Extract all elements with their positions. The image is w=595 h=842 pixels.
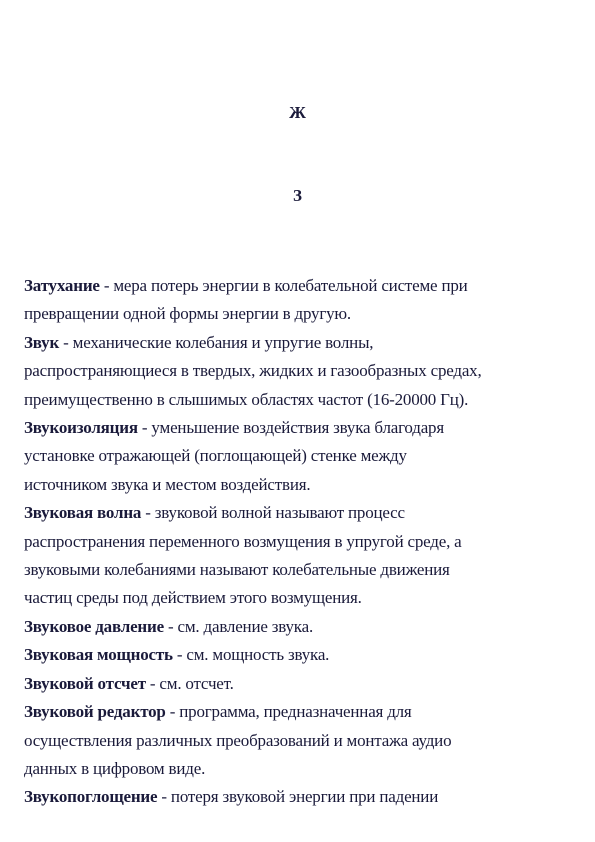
entry-text: - уменьшение воздействия звука благодаря bbox=[137, 418, 444, 438]
glossary-entry-zvukovaya-moshchnost bbox=[24, 641, 576, 669]
glossary-entry-zvukovoe-davlenie bbox=[24, 613, 576, 641]
entry-line bbox=[24, 698, 576, 726]
entry-line bbox=[24, 613, 576, 641]
entry-text: - звуковой волной называют процесс bbox=[141, 503, 405, 523]
glossary-entry-zvuk bbox=[24, 329, 576, 414]
glossary-entry-zvukopogloshchenie bbox=[24, 783, 576, 811]
entry-text: - потеря звуковой энергии при падении bbox=[157, 787, 439, 807]
entry-line bbox=[24, 499, 576, 527]
entry-term: Звуковая волна bbox=[24, 503, 142, 523]
entry-term: Звуковой редактор bbox=[24, 702, 166, 722]
entry-line: распространяющиеся в твердых, жидких и газообразных средах, bbox=[24, 361, 482, 381]
entry-term: Звук bbox=[24, 332, 60, 352]
entry-line: превращении одной формы энергии в другую. bbox=[24, 304, 351, 324]
entry-line bbox=[24, 641, 576, 669]
entry-line: данных в цифровом виде. bbox=[24, 758, 206, 778]
glossary-entry-zvukovaya-volna bbox=[24, 499, 576, 613]
entry-line bbox=[24, 414, 576, 442]
entry-line bbox=[24, 329, 576, 357]
entry-line: звуковыми колебаниями называют колебательные движения bbox=[24, 560, 450, 580]
glossary-entry-zatukhanie bbox=[24, 272, 576, 329]
entry-text: - см. отсчет. bbox=[145, 673, 234, 693]
entry-line: источником звука и местом воздействия. bbox=[24, 474, 311, 494]
entry-line: распространения переменного возмущения в упругой среде, а bbox=[24, 531, 462, 551]
entry-line: установке отражающей (поглощающей) стенке между bbox=[24, 446, 407, 466]
entry-term: Звукоизоляция bbox=[24, 418, 138, 438]
glossary-entry-zvukovoy-redaktor bbox=[24, 698, 576, 783]
section-letter-z: З bbox=[293, 186, 302, 205]
entry-text: - механические колебания и упругие волны, bbox=[59, 332, 374, 352]
entry-term: Звукопоглощение bbox=[24, 787, 158, 807]
entry-term: Затухание bbox=[24, 276, 100, 295]
entry-line: частиц среды под действием этого возмущения. bbox=[24, 588, 362, 608]
entry-line: преимущественно в слышимых областях частот (16-20000 Гц). bbox=[24, 389, 469, 409]
section-letter-zh: Ж bbox=[289, 103, 306, 122]
glossary-entry-zvukoizolyatsiya bbox=[24, 414, 576, 499]
entry-term: Звуковая мощность bbox=[24, 645, 173, 665]
entry-text: - программа, предназначенная для bbox=[165, 702, 412, 722]
entry-text: - см. давление звука. bbox=[163, 616, 314, 636]
entry-term: Звуковое давление bbox=[24, 616, 164, 636]
entry-line bbox=[24, 272, 576, 300]
entry-line bbox=[24, 670, 576, 698]
entry-line: осуществления различных преобразований и монтажа аудио bbox=[24, 730, 452, 750]
entry-text: - см. мощность звука. bbox=[172, 645, 330, 665]
entry-term: Звуковой отсчет bbox=[24, 673, 146, 693]
glossary-entry-zvukovoy-otschet bbox=[24, 670, 576, 698]
glossary-entries bbox=[24, 272, 576, 812]
entry-text: - мера потерь энергии в колебательной системе при bbox=[99, 276, 468, 295]
entry-line bbox=[24, 783, 576, 811]
